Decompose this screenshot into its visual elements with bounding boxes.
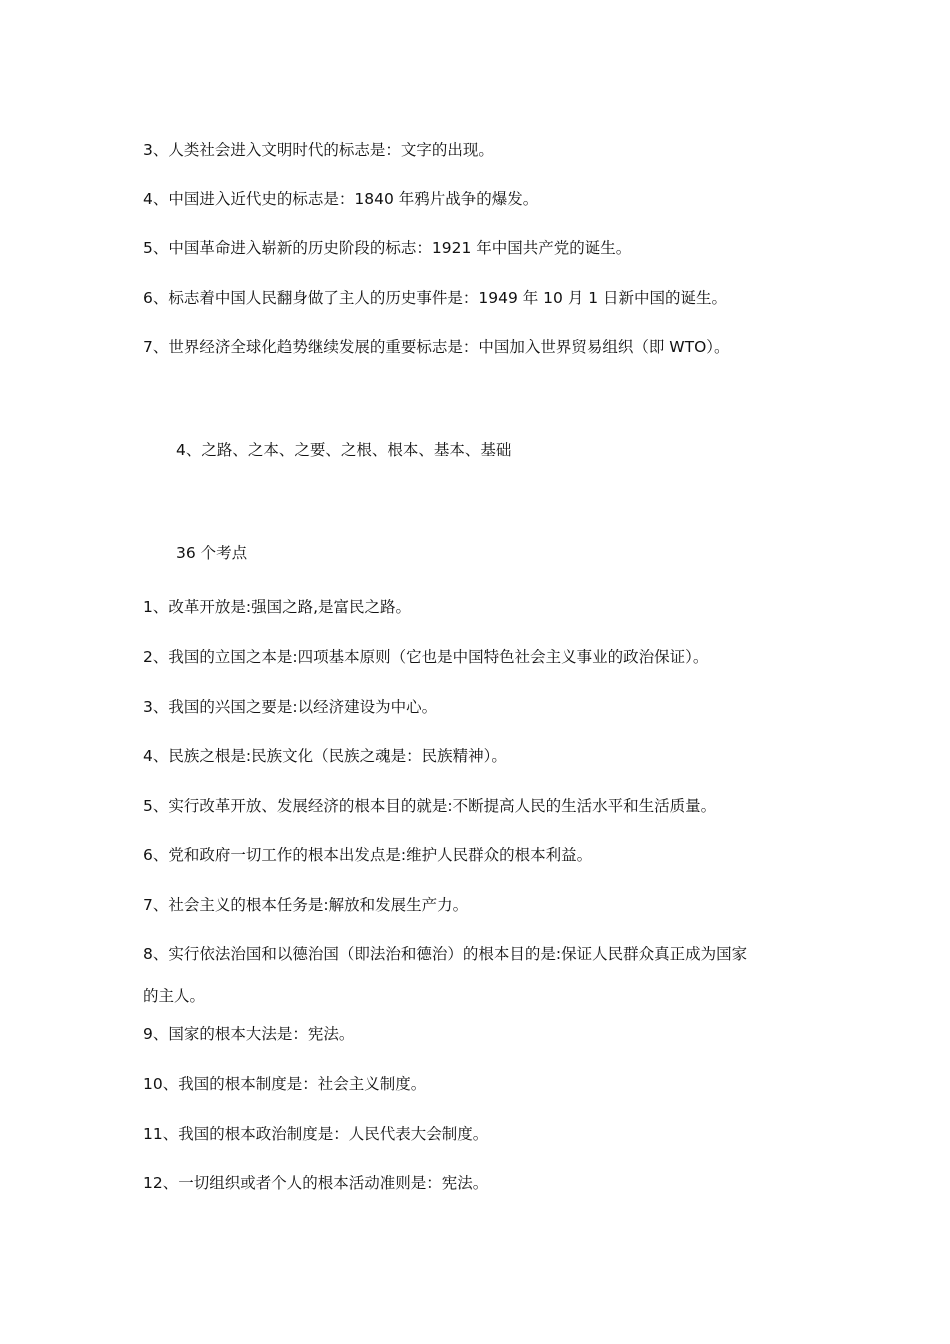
- list-item: 3、我国的兴国之要是:以经济建设为中心。: [143, 698, 438, 716]
- list-item: 9、国家的根本大法是：宪法。: [143, 1025, 355, 1043]
- list-item: 8、实行依法治国和以德治国（即法治和德治）的根本目的是:保证人民群众真正成为国家: [143, 945, 748, 963]
- list-item: 7、世界经济全球化趋势继续发展的重要标志是：中国加入世界贸易组织（即 WTO）。: [143, 338, 730, 356]
- list-item: 4、中国进入近代史的标志是：1840 年鸦片战争的爆发。: [143, 190, 539, 208]
- section-heading: 4、之路、之本、之要、之根、根本、基本、基础: [176, 441, 512, 459]
- list-item-continuation: 的主人。: [143, 987, 206, 1005]
- list-item: 4、民族之根是:民族文化（民族之魂是：民族精神）。: [143, 747, 507, 765]
- list-item: 5、中国革命进入崭新的历史阶段的标志：1921 年中国共产党的诞生。: [143, 239, 632, 257]
- list-item: 10、我国的根本制度是：社会主义制度。: [143, 1075, 427, 1093]
- list-item: 1、改革开放是:强国之路,是富民之路。: [143, 598, 412, 616]
- list-item: 6、标志着中国人民翻身做了主人的历史事件是：1949 年 10 月 1 日新中国的诞生。: [143, 289, 728, 307]
- list-item: 11、我国的根本政治制度是：人民代表大会制度。: [143, 1125, 489, 1143]
- list-item: 7、社会主义的根本任务是:解放和发展生产力。: [143, 896, 469, 914]
- list-item: 2、我国的立国之本是:四项基本原则（它也是中国特色社会主义事业的政治保证）。: [143, 648, 709, 666]
- count-label: 36 个考点: [176, 544, 248, 562]
- list-item: 3、人类社会进入文明时代的标志是：文字的出现。: [143, 141, 494, 159]
- list-item: 12、一切组织或者个人的根本活动准则是：宪法。: [143, 1174, 489, 1192]
- list-item: 5、实行改革开放、发展经济的根本目的就是:不断提高人民的生活水平和生活质量。: [143, 797, 717, 815]
- list-item: 6、党和政府一切工作的根本出发点是:维护人民群众的根本利益。: [143, 846, 593, 864]
